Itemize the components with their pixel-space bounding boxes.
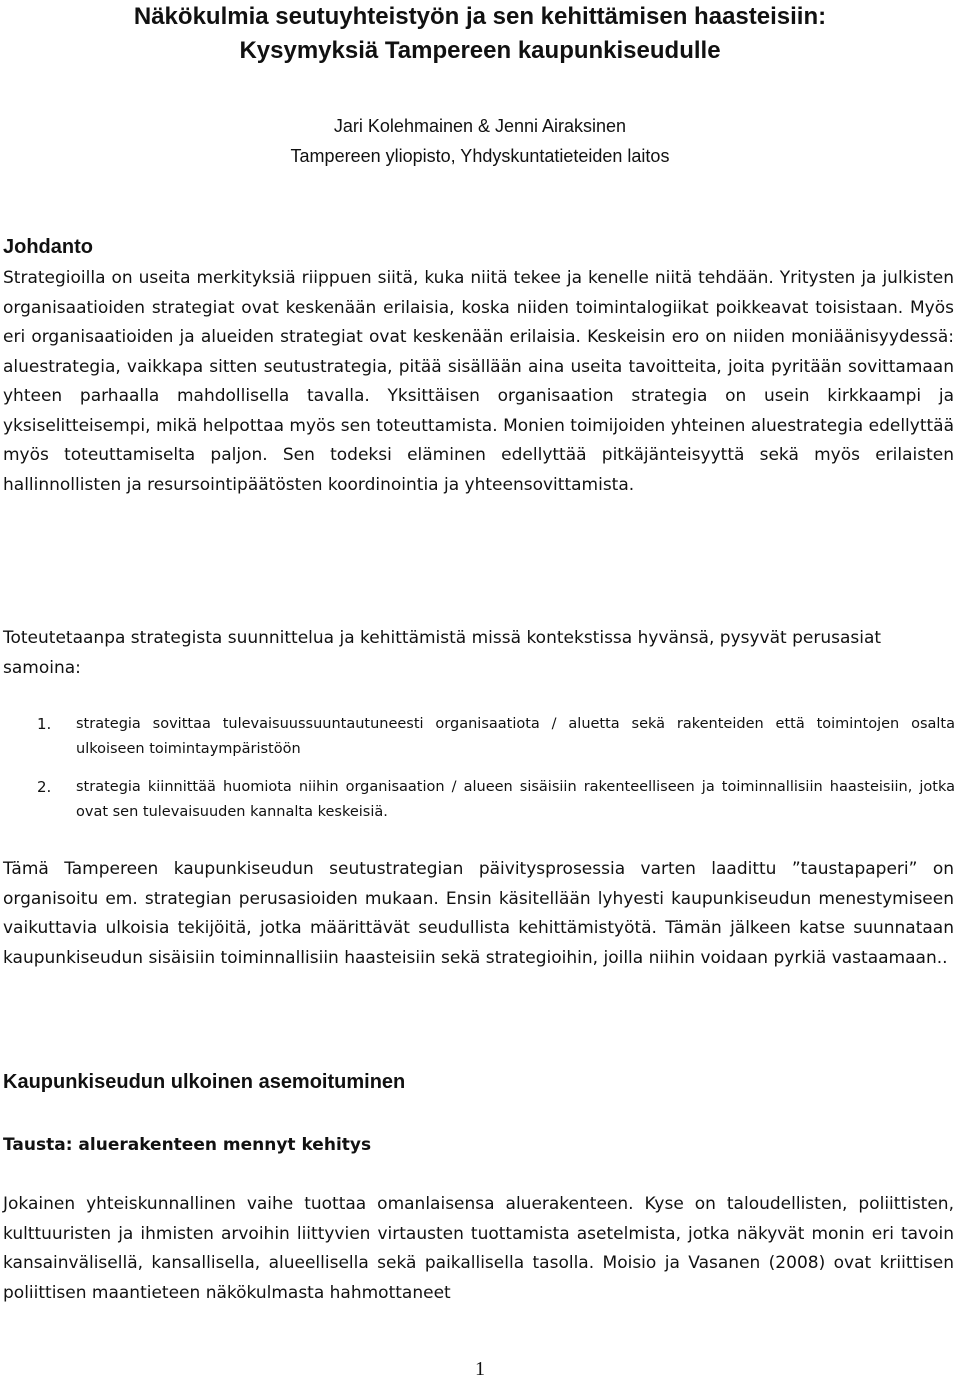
- list-item-number: 1.: [37, 715, 52, 733]
- list-item-number: 2.: [37, 778, 52, 796]
- paragraph-strategioilla: Strategioilla on useita merkityksiä riippuen siitä, kuka niitä tekee ja kenelle niitä tehdään. Yritysten ja julkisten organisaatioiden strategiat ovat keskenään erilaisia, koska niiden toimintalogiikat poikkeavat toisistaan. Myös eri organisaatioiden ja alueiden strategiat ovat keskenään erilaisia. Keskeisin ero on niiden moniäänisyydessä: aluestrategia, vaikkapa sitten seutustrategia, pitää sisällään aina useita tavoitteita, joita pyritään sovittamaan yhteen parhaalla mahdollisella tavalla. Yksittäisen organisaation strategia on usein kirkkaampi ja yksiselitteisempi, mikä helpottaa myös sen toteuttamista. Monien toimijoiden yhteinen aluestrategia edellyttää myös toteuttamiselta paljon. Sen todeksi eläminen edellyttää pitkäjänteisyyttä sekä myös erilaisten hallinnollisten ja resursointipäätösten koordinointia ja yhteensovittamista.: [3, 268, 954, 495]
- affiliation: Tampereen yliopisto, Yhdyskuntatieteiden laitos: [290, 146, 670, 166]
- paragraph-tama: Tämä Tampereen kaupunkiseudun seutustrategian päivitysprosessia varten laadittu ”taustapaperi” on organisoitu em. strategian perusasioiden mukaan. Ensin käsitellään lyhyesti kaupunkiseudun menestymiseen vaikuttavia ulkoisia tekijöitä, jotka määrittävät seudullista kehittämistyötä. Tämän jälkeen katse suunnataan kaupunkiseudun sisäisiin toiminnallisiin haasteisiin sekä strategioihin, joilla niihin voidaan pyrkiä vastaamaan..: [3, 859, 954, 968]
- list-item-text: strategia kiinnittää huomiota niihin organisaation / alueen sisäisiin rakenteelliseen ja toiminnallisiin haasteisiin, jotka ovat sen tulevaisuuden kannalta keskeisiä.: [76, 779, 955, 820]
- paragraph-jokainen: Jokainen yhteiskunnallinen vaihe tuottaa omanlaisensa aluerakenteen. Kyse on taloudellisten, poliittisten, kulttuuristen ja ihmisten arvoihin liittyvien virtausten tuottamista asetelmista, jotka näkyvät monin eri tavoin kansainvälisellä, kansallisella, alueellisella sekä paikallisella tasolla. Moisio ja Vasanen (2008) ovat kriittisen poliittisen maantieteen näkökulmasta hahmottaneet: [3, 1194, 954, 1303]
- paragraph-toteutetaanpa: Toteutetaanpa strategista suunnittelua ja kehittämistä missä kontekstissa hyvänsä, pysyvät perusasiat samoina:: [3, 628, 882, 678]
- authors: Jari Kolehmainen & Jenni Airaksinen: [333, 116, 627, 136]
- page-number: 1: [475, 1358, 485, 1380]
- list-item-text: strategia sovittaa tulevaisuussuuntautuneesti organisaatiota / aluetta sekä rakenteiden että toimintojen osalta ulkoiseen toimintaympäristöön: [76, 716, 955, 757]
- document-title-line-2: Kysymyksiä Tampereen kaupunkiseudulle: [239, 37, 721, 64]
- section-heading-ulkoinen-asemoituminen: Kaupunkiseudun ulkoinen asemoituminen: [3, 1071, 406, 1093]
- subsection-heading-tausta: Tausta: aluerakenteen mennyt kehitys: [3, 1135, 372, 1155]
- section-heading-johdanto: Johdanto: [3, 236, 93, 258]
- document-title-line-1: Näkökulmia seutuyhteistyön ja sen kehittämisen haasteisiin:: [133, 3, 827, 30]
